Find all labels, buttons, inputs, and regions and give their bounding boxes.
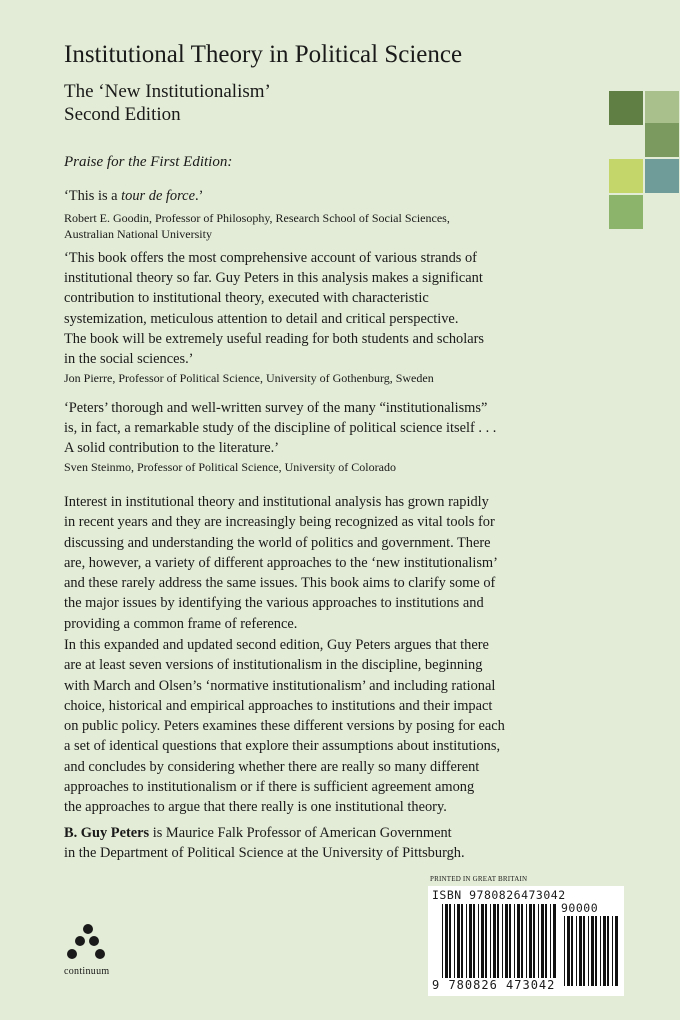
barcode-bar <box>579 916 582 986</box>
barcode-bar <box>521 904 523 978</box>
barcode-bar <box>497 904 499 978</box>
paragraph-line: providing a common frame of reference. <box>64 615 298 632</box>
paragraph-line: with March and Olsen’s ‘normative institutionalism’ and including rational <box>64 677 496 694</box>
barcode-bar <box>445 904 448 978</box>
barcode-bar <box>550 904 551 978</box>
paragraph-line: discussing and understanding the world of politics and government. There <box>64 534 491 551</box>
barcode-bar <box>567 916 570 986</box>
description-paragraph-2 <box>64 635 624 818</box>
book-subtitle <box>64 80 271 126</box>
barcode-bar <box>478 904 479 978</box>
barcode-bar <box>466 904 467 978</box>
quote-3-attribution: Sven Steinmo, Professor of Political Science, University of Colorado <box>64 460 396 474</box>
author-bio-text: is Maurice Falk Professor of American Government <box>149 825 452 841</box>
description-paragraph-1 <box>64 492 624 634</box>
barcode-bar <box>449 904 451 978</box>
barcode-bar <box>481 904 484 978</box>
barcode-bar <box>493 904 496 978</box>
barcode-bar <box>469 904 472 978</box>
paragraph-line: approaches to institutionalism or if there is sufficient agreement among <box>64 779 475 796</box>
paragraph-line: the major issues by identifying the various approaches to institutions and <box>64 595 484 612</box>
isbn-addon: 90000 <box>561 901 599 915</box>
square-teal <box>645 159 679 193</box>
barcode-bar <box>553 904 556 978</box>
author-name: B. Guy Peters <box>64 825 150 841</box>
barcode-bar <box>612 916 613 986</box>
praise-quote-3 <box>64 398 584 459</box>
square-pale <box>645 91 679 125</box>
praise-quote-1 <box>64 186 534 206</box>
barcode-bar <box>583 916 585 986</box>
barcode-bar <box>490 904 491 978</box>
barcode-bar <box>603 916 606 986</box>
barcode-bar <box>442 904 443 978</box>
quote-text-end: .’ <box>194 188 204 204</box>
book-title: Institutional Theory in Political Science <box>64 41 463 68</box>
barcode-bar <box>545 904 547 978</box>
barcode-bar <box>457 904 460 978</box>
paragraph-line: the approaches to argue that there really is one institutional theory. <box>64 799 447 816</box>
subtitle-line: The ‘New Institutionalism’ <box>64 81 271 102</box>
barcode-bar <box>509 904 511 978</box>
quote-line: The book will be extremely useful reading for both students and scholars <box>64 330 485 347</box>
quote-line: A solid contribution to the literature.’ <box>64 440 280 457</box>
isbn-barcode <box>428 886 624 996</box>
author-bio-line <box>64 823 624 843</box>
praise-quote-2 <box>64 248 584 369</box>
quote-emphasis: tour de force <box>121 188 195 204</box>
barcode-bar <box>454 904 455 978</box>
paragraph-line: are, however, a variety of different approaches to the ‘new institutionalism’ <box>64 554 498 571</box>
paragraph-line: in recent years and they are increasingly being recognized as vital tools for <box>64 514 495 531</box>
paragraph-line: and these rarely address the same issues. This book aims to clarify some of <box>64 575 496 592</box>
author-bio-line: in the Department of Political Science at the University of Pittsburgh. <box>64 845 465 862</box>
barcode-bar <box>607 916 609 986</box>
barcode-bar <box>588 916 589 986</box>
paragraph-line: choice, historical and empirical approaches to institutions and their impact <box>64 697 493 714</box>
paragraph-line: and concludes by considering whether there are really so many different <box>64 758 480 775</box>
quote-line: contribution to institutional theory, executed with characteristic <box>64 290 429 307</box>
barcode-bar <box>526 904 527 978</box>
quote-line: in the social sciences.’ <box>64 351 194 368</box>
barcode-bar <box>576 916 577 986</box>
barcode-bar <box>595 916 597 986</box>
quote-line: systemization, meticulous attention to detail and critical perspective. <box>64 310 459 327</box>
paragraph-line: are at least seven versions of institutionalism in the discipline, beginning <box>64 657 483 674</box>
square-dark <box>609 91 643 125</box>
praise-heading: Praise for the First Edition: <box>64 154 233 170</box>
quote-line: ‘This book offers the most comprehensive account of various strands of <box>64 250 477 266</box>
barcode-bar <box>615 916 618 986</box>
square-mid <box>645 123 679 157</box>
paragraph-line: on public policy. Peters examines these different versions by posing for each <box>64 718 505 735</box>
attribution-line: Robert E. Goodin, Professor of Philosophy, Research School of Social Sciences, <box>64 211 450 225</box>
barcode-bar <box>529 904 532 978</box>
barcode-bar <box>564 916 565 986</box>
attribution-line: Australian National University <box>64 227 212 241</box>
paragraph-line: Interest in institutional theory and institutional analysis has grown rapidly <box>64 494 489 510</box>
barcode-bar <box>517 904 520 978</box>
barcode-bar <box>505 904 508 978</box>
barcode-bar <box>571 916 573 986</box>
quote-line: is, in fact, a remarkable study of the discipline of political science itself . . . <box>64 420 497 437</box>
barcode-bar <box>591 916 594 986</box>
barcode-bar <box>473 904 475 978</box>
square-yellow <box>609 159 643 193</box>
quote-line: ‘Peters’ thorough and well-written survey of the many “institutionalisms” <box>64 400 488 416</box>
paragraph-line: In this expanded and updated second edition, Guy Peters argues that there <box>64 637 489 653</box>
square-green <box>609 195 643 229</box>
barcode-bar <box>502 904 503 978</box>
barcode-bar <box>533 904 535 978</box>
barcode-bar <box>541 904 544 978</box>
isbn-digits: 9 780826 473042 <box>432 978 556 992</box>
publisher-name: continuum <box>64 966 110 977</box>
barcode-bar <box>461 904 463 978</box>
barcode-bar <box>600 916 601 986</box>
quote-1-attribution <box>64 210 544 242</box>
quote-line: institutional theory so far. Guy Peters in this analysis makes a significant <box>64 270 483 287</box>
barcode-bar <box>514 904 515 978</box>
isbn-label: ISBN 9780826473042 <box>432 888 566 902</box>
barcode-bar <box>538 904 539 978</box>
barcode-bar <box>485 904 487 978</box>
author-bio <box>64 823 624 864</box>
printed-in-label: PRINTED IN GREAT BRITAIN <box>430 875 528 883</box>
edition-line: Second Edition <box>64 104 181 125</box>
paragraph-line: a set of identical questions that explore their assumptions about institutions, <box>64 738 501 755</box>
quote-2-attribution: Jon Pierre, Professor of Political Science, University of Gothenburg, Sweden <box>64 371 434 385</box>
quote-text: ‘This is a <box>64 188 122 204</box>
